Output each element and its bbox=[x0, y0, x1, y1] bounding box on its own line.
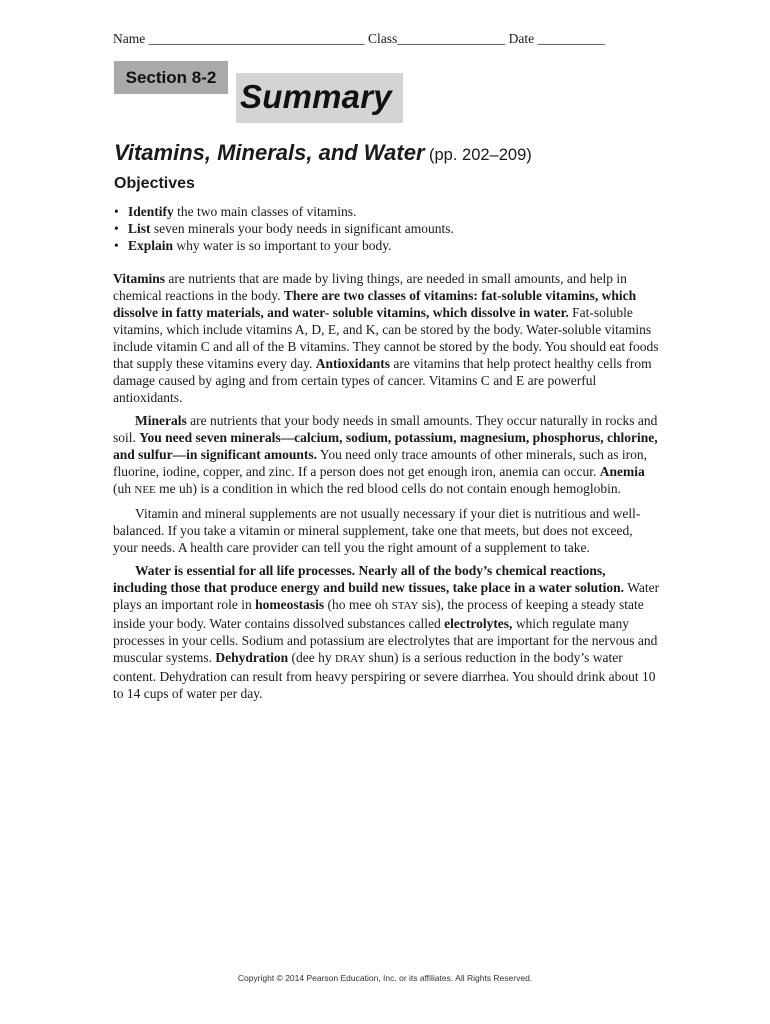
paragraph-text: shun) is a serious reduction in the body’s water content. Dehydration can result from heavy perspiring or severe diarrhea. You should drink about 10 to 14 cups of water per day. bbox=[113, 650, 656, 701]
objective-item bbox=[114, 220, 674, 237]
name-blank: ________________________________ bbox=[148, 31, 365, 46]
paragraph-minerals bbox=[113, 412, 660, 499]
objective-item bbox=[114, 237, 674, 254]
class-label: Class bbox=[367, 31, 398, 46]
objective-text: the two main classes of vitamins. bbox=[173, 204, 357, 219]
paragraph-text: (ho mee oh bbox=[324, 597, 392, 612]
name-label: Name bbox=[113, 31, 146, 46]
date-label: Date bbox=[508, 31, 535, 46]
objective-item bbox=[114, 203, 674, 220]
objectives-list bbox=[114, 203, 674, 254]
paragraph-supplements bbox=[113, 505, 660, 556]
paragraph-text: Vitamin and mineral supplements are not usually necessary if your diet is nutritious and well-balanced. If you take a vitamin or mineral supplement, take one that meets, but does not exceed, your needs. A health care provider can tell you the right amount of a supplement to take. bbox=[113, 506, 641, 555]
copyright-notice: Copyright © 2014 Pearson Education, Inc. or its affiliates. All Rights Reserved. bbox=[237, 973, 533, 983]
pronunciation-stress: STAY bbox=[391, 600, 419, 612]
term-antioxidants: Antioxidants bbox=[315, 356, 390, 371]
pronunciation-stress: DRAY bbox=[335, 653, 366, 665]
term-homeostasis: homeostasis bbox=[255, 597, 325, 612]
paragraph-water bbox=[113, 562, 660, 702]
lesson-pages: (pp. 202–209) bbox=[429, 146, 532, 164]
objective-verb: List bbox=[128, 221, 151, 236]
worksheet-header bbox=[113, 31, 673, 47]
summary-body bbox=[113, 270, 660, 708]
paragraph-text: You need only trace amounts of other minerals, such as iron, fluorine, iodine, copper, and zinc. If a person does not get enough iron, anemia can occur. bbox=[113, 447, 647, 479]
key-concept-water: Water is essential for all life processes. Nearly all of the body’s chemical reactions, including those that produce energy and build new tissues, take place in a water solution. bbox=[113, 563, 625, 595]
summary-title: Summary bbox=[240, 78, 392, 115]
term-dehydration: Dehydration bbox=[215, 650, 289, 665]
lesson-title bbox=[114, 140, 532, 166]
key-concept-vitamins: There are two classes of vitamins: fat-soluble vitamins, which dissolve in fatty materials, and water- soluble vitamins, which dissolve in water. bbox=[113, 288, 637, 320]
class-blank: ________________ bbox=[397, 31, 506, 46]
paragraph-text: which regulate many processes in your cells. Sodium and potassium are electrolytes that are important for the nervous and muscular systems. bbox=[113, 616, 658, 665]
paragraph-text: are nutrients that are made by living things, are needed in small amounts, and help in chemical reactions in the body. bbox=[113, 271, 627, 303]
objective-verb: Explain bbox=[128, 238, 174, 253]
pronunciation-stress: NEE bbox=[134, 484, 156, 496]
paragraph-text: are nutrients that your body needs in small amounts. They occur naturally in rocks and soil. bbox=[113, 413, 658, 445]
objective-text: seven minerals your body needs in significant amounts. bbox=[150, 221, 454, 236]
section-label: Section 8-2 bbox=[114, 61, 228, 94]
objectives-heading: Objectives bbox=[114, 175, 195, 192]
paragraph-text: Water plays an important role in bbox=[113, 580, 660, 612]
objective-verb: Identify bbox=[128, 204, 174, 219]
term-minerals: Minerals bbox=[135, 413, 187, 428]
term-anemia: Anemia bbox=[599, 464, 645, 479]
objective-text: why water is so important to your body. bbox=[173, 238, 392, 253]
lesson-title-text: Vitamins, Minerals, and Water bbox=[114, 140, 425, 165]
paragraph-text: me uh) is a condition in which the red blood cells do not contain enough hemoglobin. bbox=[155, 481, 622, 496]
term-vitamins: Vitamins bbox=[113, 271, 166, 286]
date-blank: __________ bbox=[537, 31, 605, 46]
paragraph-text: Fat-soluble vitamins, which include vitamins A, D, E, and K, can be stored by the body. Water-soluble vitamins include vitamin C and all of the B vitamins. They cannot be stored by the body. You should eat foods that supply these vitamins every day. bbox=[113, 305, 659, 371]
paragraph-text: (dee hy bbox=[288, 650, 335, 665]
paragraph-text: sis), the process of keeping a steady state inside your body. Water contains dissolved substances called bbox=[113, 597, 644, 631]
paragraph-text: are vitamins that help protect healthy cells from damage caused by aging and from certain types of cancer. Vitamins C and E are powerful antioxidants. bbox=[113, 356, 652, 405]
key-concept-minerals: You need seven minerals—calcium, sodium, potassium, magnesium, phosphorus, chlorine, and sulfur—in significant amounts. bbox=[113, 430, 658, 462]
term-electrolytes: electrolytes, bbox=[444, 616, 513, 631]
paragraph-text: (uh bbox=[113, 481, 135, 496]
paragraph-vitamins bbox=[113, 270, 660, 406]
